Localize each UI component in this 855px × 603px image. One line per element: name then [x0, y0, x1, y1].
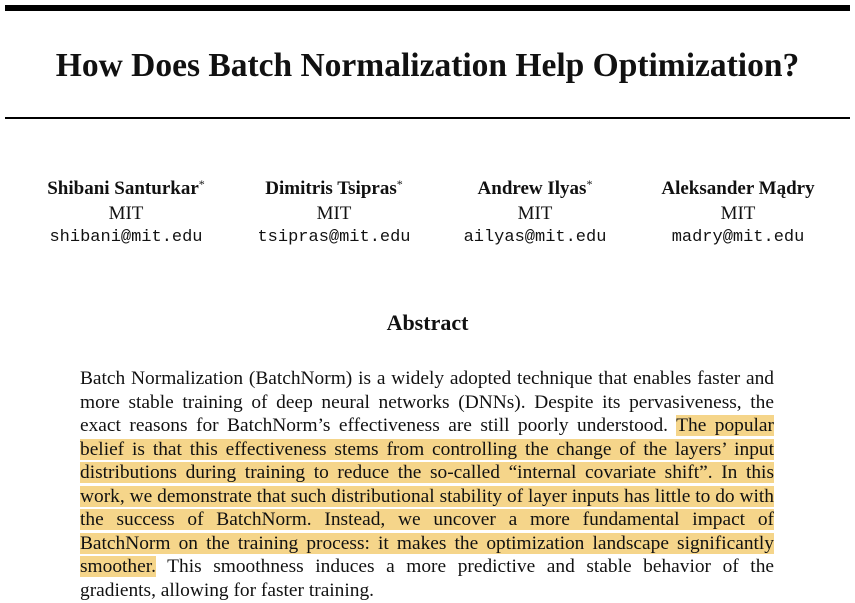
title-bottom-rule: [5, 117, 850, 119]
paper-title: How Does Batch Normalization Help Optimization?: [55, 47, 800, 84]
author-email[interactable]: madry@mit.edu: [671, 228, 805, 247]
equal-contribution-mark: *: [198, 177, 205, 191]
author-affiliation: MIT: [720, 203, 756, 224]
author-email[interactable]: shibani@mit.edu: [49, 228, 203, 247]
author-block: [430, 176, 640, 250]
author-affiliation: MIT: [108, 203, 144, 224]
abstract-heading: Abstract: [386, 310, 469, 335]
author-block: [229, 176, 439, 250]
equal-contribution-mark: *: [396, 177, 403, 191]
author-name: Dimitris Tsipras*: [265, 177, 403, 199]
author-affiliation: MIT: [316, 203, 352, 224]
top-rule: [5, 5, 850, 11]
equal-contribution-mark: *: [586, 177, 593, 191]
author-block: [633, 176, 843, 250]
author-affiliation: MIT: [517, 203, 553, 224]
author-name: Aleksander Mądry: [661, 178, 815, 199]
abstract-body: [80, 367, 774, 602]
author-email[interactable]: tsipras@mit.edu: [257, 228, 411, 247]
abstract-text-after: This smoothness induces a more predictive and stable behavior of the gradients, allowing for faster training.: [80, 556, 774, 601]
author-block: [21, 176, 231, 250]
author-email[interactable]: ailyas@mit.edu: [463, 228, 607, 247]
abstract-text-before: Batch Normalization (BatchNorm) is a widely adopted technique that enables faster and more stable training of deep neural networks (DNNs). Despite its pervasiveness, the exact reasons for BatchNorm’s effectiveness are still poorly understood.: [80, 368, 774, 436]
author-name: Shibani Santurkar*: [47, 177, 205, 199]
author-name: Andrew Ilyas*: [477, 177, 593, 199]
abstract-highlighted-text: The popular belief is that this effectiveness stems from controlling the change of the layers’ input distributions during training to reduce the so-called “internal covariate shift”. In this work, we demonstrate that such distributional stability of layer inputs has little to do with the success of BatchNorm. Instead, we uncover a more fundamental impact of BatchNorm on the training process: it makes the optimization landscape significantly smoother.: [80, 415, 774, 577]
